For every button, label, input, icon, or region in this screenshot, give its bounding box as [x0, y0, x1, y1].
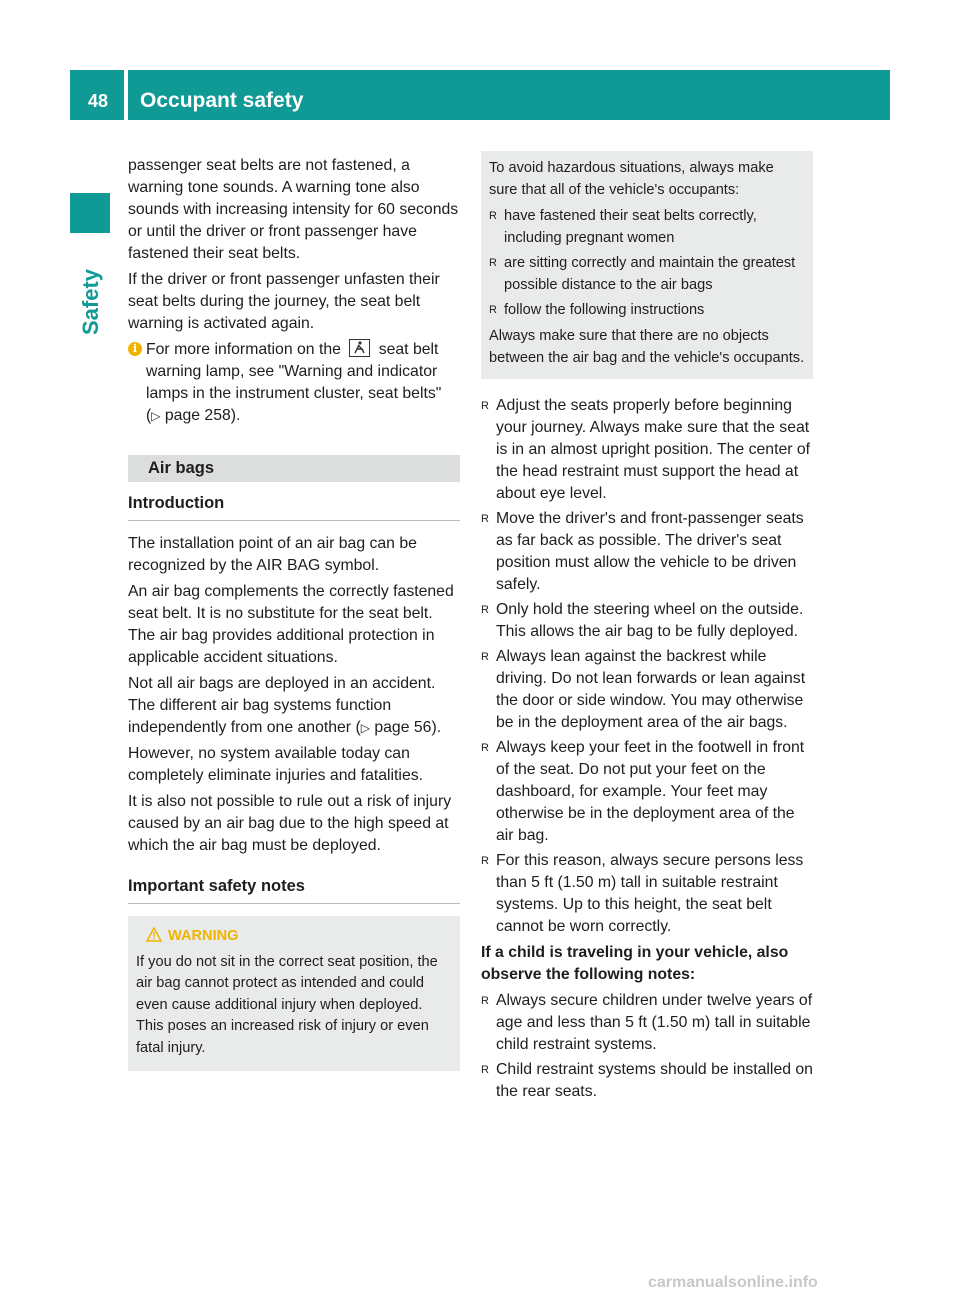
paragraph: The installation point of an air bag can be recognized by the AIR BAG symbol. [128, 535, 417, 574]
info-icon: i [128, 342, 142, 356]
page-reference-link[interactable]: page 258). [164, 407, 241, 424]
list-item [481, 508, 813, 596]
paragraph: It is also not possible to rule out a risk of injury caused by an air bag due to the high speed at which the air bag must be deployed. [128, 793, 452, 854]
bullet-icon: R [481, 995, 489, 1007]
page-header [128, 70, 890, 120]
side-tab-marker [70, 193, 110, 233]
child-notes-list [481, 990, 813, 1103]
list-item [481, 850, 813, 938]
tip-intro: To avoid hazardous situations, always make sure that all of the vehicle's occupants: [489, 160, 774, 198]
warning-title [136, 926, 444, 948]
list-item [481, 395, 813, 505]
list-item [481, 646, 813, 734]
section-heading: Air bags [128, 455, 460, 482]
warning-label: WARNING [168, 928, 239, 944]
left-column [128, 155, 460, 1071]
list-item-text: For this reason, always secure persons less than 5 ft (1.50 m) tall in suitable restraint systems. Up to this height, the seat belt cannot be worn correctly. [496, 852, 804, 935]
list-item-text: Only hold the steering wheel on the outside. This allows the air bag to be fully deployed. [496, 601, 804, 640]
footer-watermark: carmanualsonline.info [648, 1274, 818, 1291]
list-item [481, 737, 813, 847]
bullet-icon: R [489, 257, 497, 269]
warning-text: If you do not sit in the correct seat position, the air bag cannot protect as intended and could even cause additional injury when deployed. This poses an increased risk of injury or even fatal injury. [136, 953, 438, 1056]
list-item-text: follow the following instructions [504, 302, 705, 318]
page-reference-link[interactable]: page 56). [374, 719, 442, 736]
list-item-text: have fastened their seat belts correctly, including pregnant women [504, 208, 757, 246]
paragraph [128, 673, 460, 739]
paragraph: However, no system available today can completely eliminate injuries and fatalities. [128, 745, 424, 784]
info-text-post: seat belt warning lamp, see "Warning and indicator lamps in the instrument cluster, seat belts" ( [146, 341, 442, 424]
child-notes-heading: If a child is traveling in your vehicle, also observe the following notes: [481, 944, 789, 983]
bullet-icon: R [481, 604, 489, 616]
list-item [481, 599, 813, 643]
page-ref-arrow-icon: ▷ [151, 409, 161, 423]
list-item [481, 1059, 813, 1103]
tip-outro: Always make sure that there are no objects between the air bag and the vehicle's occupants. [489, 328, 805, 366]
bullet-icon: R [481, 513, 489, 525]
page-title: Occupant safety [140, 89, 304, 112]
list-item-text: Always secure children under twelve years of age and less than 5 ft (1.50 m) tall in suitable child restraint systems. [496, 992, 813, 1053]
warning-box [128, 916, 460, 1071]
subheading-safety-notes: Important safety notes [128, 875, 460, 904]
subheading-introduction: Introduction [128, 492, 460, 521]
paragraph-text: Not all air bags are deployed in an accident. The different air bag systems function independently from one another ( [128, 675, 436, 736]
right-column [481, 155, 813, 1107]
side-tab-label: Safety [78, 268, 103, 336]
page-ref-arrow-icon: ▷ [360, 721, 370, 735]
list-item-text: are sitting correctly and maintain the greatest possible distance to the air bags [504, 255, 796, 293]
page-number-block [70, 70, 124, 120]
list-item [489, 252, 805, 296]
bullet-icon: R [481, 1064, 489, 1076]
bullet-icon: R [489, 304, 497, 316]
tip-list [489, 205, 805, 321]
paragraph: passenger seat belts are not fastened, a warning tone sounds. A warning tone also sounds with increasing intensity for 60 seconds or until the driver or front passenger have fastened their seat belts. [128, 157, 459, 262]
warning-triangle-icon [146, 927, 162, 942]
list-item [489, 299, 805, 321]
bullet-icon: R [481, 855, 489, 867]
list-item-text: Always keep your feet in the footwell in front of the seat. Do not put your feet on the dashboard, for example. Your feet may otherwise be in the deployment area of the air bag. [496, 739, 805, 844]
bullet-icon: R [481, 742, 489, 754]
paragraph: If the driver or front passenger unfasten their seat belts during the journey, the seat belt warning is activated again. [128, 271, 440, 332]
list-item-text: Move the driver's and front-passenger seats as far back as possible. The driver's seat position must allow the vehicle to be driven safely. [496, 510, 804, 593]
list-item-text: Child restraint systems should be installed on the rear seats. [496, 1061, 813, 1100]
instruction-list [481, 395, 813, 938]
tip-box [481, 151, 813, 379]
list-item-text: Adjust the seats properly before beginning your journey. Always make sure that the seat is in an almost upright position. The center of the head restraint must support the head at about eye level. [496, 397, 811, 502]
list-item [489, 205, 805, 249]
side-tab [71, 262, 111, 342]
seat-belt-warning-icon [349, 339, 370, 357]
list-item-text: Always lean against the backrest while driving. Do not lean forwards or lean against the door or side window. You may otherwise be in the deployment area of the air bags. [496, 648, 806, 731]
page-number: 48 [88, 91, 109, 111]
bullet-icon: R [489, 210, 497, 222]
paragraph: An air bag complements the correctly fastened seat belt. It is no substitute for the seat belt. The air bag provides additional protection in applicable accident situations. [128, 583, 454, 666]
info-text-pre: For more information on the [146, 341, 341, 358]
bullet-icon: R [481, 400, 489, 412]
info-note [128, 339, 460, 427]
bullet-icon: R [481, 651, 489, 663]
list-item [481, 990, 813, 1056]
